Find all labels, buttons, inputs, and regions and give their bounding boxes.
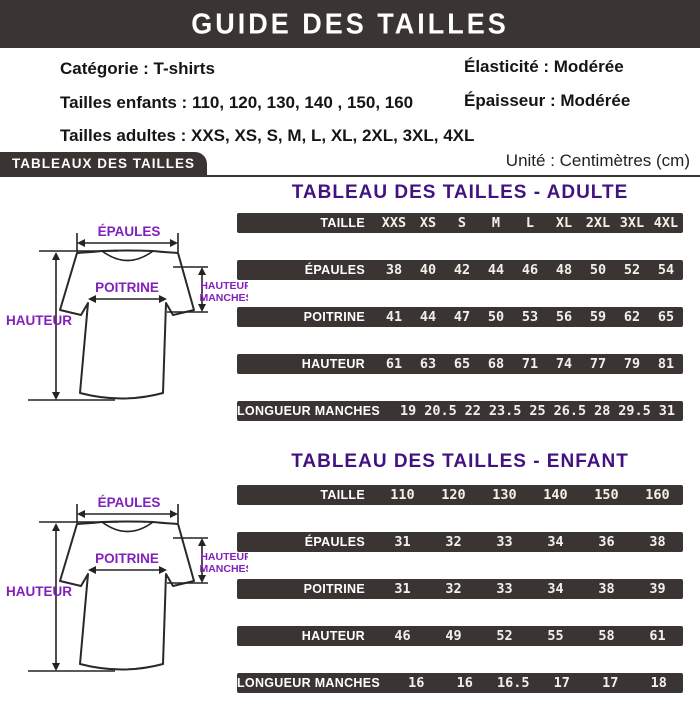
row-label: HAUTEUR <box>301 629 365 643</box>
row-value: 68 <box>487 356 505 372</box>
row-value: 38 <box>598 581 615 597</box>
arrowhead <box>170 510 178 518</box>
section-badge <box>0 152 207 175</box>
arrowhead <box>198 538 206 546</box>
sleeve-label-line1: HAUTEUR <box>200 551 248 563</box>
chest-label: POITRINE <box>95 280 159 295</box>
row-value: 50 <box>487 309 505 325</box>
child-size-table <box>237 485 683 720</box>
row-value: 52 <box>496 628 513 644</box>
row-value: 28 <box>594 403 611 419</box>
row-value: 55 <box>547 628 564 644</box>
tshirt-diagram-svg <box>5 210 248 416</box>
row-value: 42 <box>453 262 471 278</box>
height-label: HAUTEUR <box>6 313 72 328</box>
row-value: 71 <box>521 356 539 372</box>
row-value: 79 <box>623 356 641 372</box>
arrowhead <box>170 239 178 247</box>
height-label: HAUTEUR <box>6 584 72 599</box>
row-value: 3XL <box>619 215 645 231</box>
row-value: 65 <box>657 309 675 325</box>
row-value: 46 <box>521 262 539 278</box>
arrowhead <box>52 392 60 400</box>
row-value: 38 <box>649 534 666 550</box>
elasticity-line: Élasticité : Modérée <box>464 57 624 76</box>
tshirt-diagram-adult <box>5 210 248 416</box>
thickness-line: Épaisseur : Modérée <box>464 91 631 110</box>
arrowhead <box>77 239 85 247</box>
row-value: 20.5 <box>424 403 457 419</box>
row-value: 17 <box>602 675 619 691</box>
row-label: TAILLE <box>320 488 365 502</box>
row-value: 44 <box>487 262 505 278</box>
row-label: TAILLE <box>320 216 365 230</box>
row-value: 19 <box>399 403 417 419</box>
row-value: 44 <box>419 309 437 325</box>
tshirt-diagram-svg <box>5 481 248 687</box>
unit-label: Unité : Centimètres (cm) <box>505 151 690 170</box>
sleeve-label-line2: MANCHES <box>199 563 248 575</box>
row-value: M <box>491 215 501 231</box>
category-line: Catégorie : T-shirts <box>60 59 215 78</box>
page-title: GUIDE DES TAILLES <box>191 7 509 40</box>
arrowhead <box>52 663 60 671</box>
row-value: 32 <box>445 581 462 597</box>
row-value: 16.5 <box>496 675 530 691</box>
arrowhead <box>198 304 206 312</box>
row-value: 160 <box>645 487 670 503</box>
section-divider <box>0 175 700 177</box>
row-value: 56 <box>555 309 573 325</box>
row-value: 63 <box>419 356 437 372</box>
row-value: 58 <box>598 628 615 644</box>
sleeve-label-line1: HAUTEUR <box>200 280 248 292</box>
row-value: 120 <box>441 487 466 503</box>
arrowhead <box>198 267 206 275</box>
row-value: 53 <box>521 309 539 325</box>
adult-sizes-line: Tailles adultes : XXS, XS, S, M, L, XL, 2XL, 3XL, 4XL <box>60 126 475 145</box>
shoulders-label: ÉPAULES <box>97 495 161 510</box>
row-value: 32 <box>445 534 462 550</box>
row-label: ÉPAULES <box>304 263 365 277</box>
row-value: 150 <box>594 487 619 503</box>
row-value: 33 <box>496 581 513 597</box>
row-value: L <box>525 215 535 231</box>
row-value: 41 <box>385 309 403 325</box>
row-value: 31 <box>658 403 676 419</box>
row-value: 25 <box>529 403 546 419</box>
chest-label: POITRINE <box>95 551 159 566</box>
adult-table-title: TABLEAU DES TAILLES - ADULTE <box>291 182 629 203</box>
row-value: 54 <box>657 262 675 278</box>
row-value: 18 <box>650 675 667 691</box>
row-value: S <box>457 215 467 231</box>
row-value: 29.5 <box>618 403 651 419</box>
table-row <box>237 401 683 421</box>
row-label: POITRINE <box>303 582 365 596</box>
row-value: 77 <box>589 356 607 372</box>
row-value: 40 <box>419 262 437 278</box>
row-value: 110 <box>390 487 415 503</box>
row-value: 17 <box>553 675 570 691</box>
tshirt-outline <box>60 251 194 399</box>
row-value: 22 <box>464 403 481 419</box>
tshirt-outline <box>60 522 194 670</box>
sleeve-label-line2: MANCHES <box>199 292 248 304</box>
section-badge-label: TABLEAUX DES TAILLES <box>11 156 195 171</box>
row-value: 52 <box>623 262 641 278</box>
row-value: 59 <box>589 309 607 325</box>
table-row <box>237 213 683 233</box>
row-label: LONGUEUR MANCHES <box>237 676 380 690</box>
row-value: 26.5 <box>553 403 587 419</box>
row-value: 16 <box>408 675 425 691</box>
child-table-title: TABLEAU DES TAILLES - ENFANT <box>291 451 629 472</box>
row-value: 50 <box>589 262 607 278</box>
row-value: 48 <box>555 262 573 278</box>
row-value: 31 <box>394 581 411 597</box>
row-value: 36 <box>598 534 615 550</box>
row-value: 65 <box>453 356 471 372</box>
row-value: 49 <box>445 628 462 644</box>
row-label: HAUTEUR <box>301 357 365 371</box>
row-value: 61 <box>385 356 403 372</box>
row-value: 62 <box>623 309 641 325</box>
row-value: 74 <box>555 356 573 372</box>
row-value: 38 <box>385 262 403 278</box>
row-label: ÉPAULES <box>304 535 365 549</box>
row-value: 34 <box>547 581 564 597</box>
arrowhead <box>198 575 206 583</box>
row-value: 31 <box>394 534 411 550</box>
adult-size-table <box>237 213 683 448</box>
table-row <box>237 354 683 374</box>
row-value: 33 <box>496 534 513 550</box>
row-value: 2XL <box>585 215 611 231</box>
row-value: 39 <box>649 581 666 597</box>
row-label: LONGUEUR MANCHES <box>237 404 380 418</box>
table-row <box>237 260 683 280</box>
table-row <box>237 532 683 552</box>
row-value: 34 <box>547 534 564 550</box>
row-label: POITRINE <box>303 310 365 324</box>
table-row <box>237 673 683 693</box>
header-banner <box>0 0 700 48</box>
row-value: 81 <box>657 356 675 372</box>
row-value: XL <box>555 215 573 231</box>
row-value: 23.5 <box>488 403 522 419</box>
row-value: 130 <box>492 487 517 503</box>
table-row <box>237 307 683 327</box>
row-value: XS <box>419 215 437 231</box>
tshirt-diagram-child <box>5 481 248 687</box>
arrowhead <box>52 523 60 531</box>
row-value: XXS <box>381 215 407 231</box>
row-value: 16 <box>456 675 473 691</box>
arrowhead <box>52 252 60 260</box>
row-value: 4XL <box>653 215 679 231</box>
row-value: 61 <box>649 628 666 644</box>
shoulders-label: ÉPAULES <box>97 224 161 239</box>
children-sizes-line: Tailles enfants : 110, 120, 130, 140 , 150, 160 <box>60 93 414 112</box>
arrowhead <box>77 510 85 518</box>
table-row <box>237 626 683 646</box>
table-row <box>237 579 683 599</box>
row-value: 140 <box>543 487 568 503</box>
row-value: 47 <box>453 309 471 325</box>
table-row <box>237 485 683 505</box>
row-value: 46 <box>394 628 411 644</box>
